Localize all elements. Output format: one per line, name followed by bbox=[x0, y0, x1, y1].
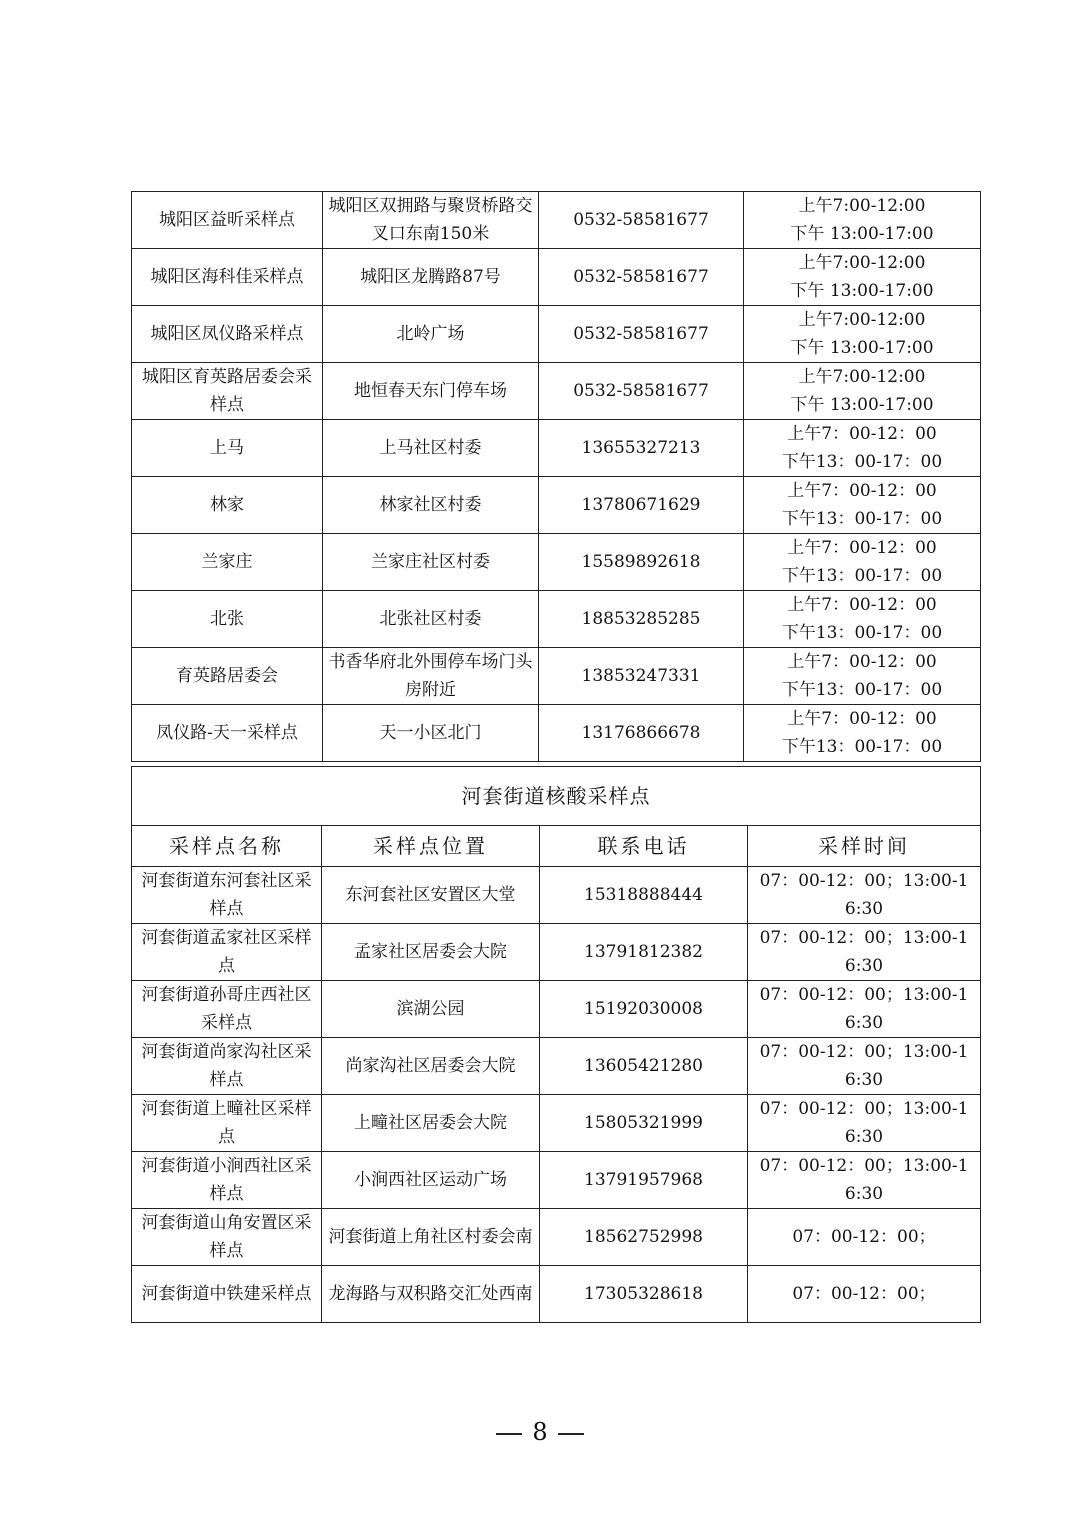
site-time bbox=[744, 591, 981, 648]
time-afternoon: 下午13：00-17：00 bbox=[781, 680, 943, 700]
time-morning: 上午7:00-12:00 bbox=[798, 310, 926, 330]
table-row bbox=[132, 1209, 981, 1266]
site-name: 河套街道上疃社区采样点 bbox=[132, 1095, 322, 1152]
site-phone: 13791957968 bbox=[540, 1152, 748, 1209]
site-time: 07：00-12：00；13:00-16:30 bbox=[748, 1038, 981, 1095]
table-row bbox=[132, 249, 981, 306]
table-row bbox=[132, 363, 981, 420]
site-phone: 13791812382 bbox=[540, 924, 748, 981]
site-phone: 15589892618 bbox=[539, 534, 744, 591]
hetao-table-body bbox=[132, 767, 981, 1323]
site-name: 育英路居委会 bbox=[132, 648, 323, 705]
site-phone: 15318888444 bbox=[540, 867, 748, 924]
site-name: 河套街道东河套社区采样点 bbox=[132, 867, 322, 924]
site-name: 城阳区益昕采样点 bbox=[132, 192, 323, 249]
site-time bbox=[744, 363, 981, 420]
site-phone: 13853247331 bbox=[539, 648, 744, 705]
footer-dash-left bbox=[496, 1433, 522, 1435]
table-row bbox=[132, 192, 981, 249]
time-morning: 上午7：00-12：00 bbox=[787, 709, 937, 729]
site-location: 天一小区北门 bbox=[323, 705, 539, 762]
header-name: 采样点名称 bbox=[132, 826, 322, 867]
table-row bbox=[132, 1095, 981, 1152]
site-location: 龙海路与双积路交汇处西南 bbox=[322, 1266, 540, 1323]
site-location: 尚家沟社区居委会大院 bbox=[322, 1038, 540, 1095]
site-name: 城阳区育英路居委会采样点 bbox=[132, 363, 323, 420]
site-location: 东河套社区安置区大堂 bbox=[322, 867, 540, 924]
site-location: 滨湖公园 bbox=[322, 981, 540, 1038]
site-time bbox=[744, 192, 981, 249]
table-row bbox=[132, 1152, 981, 1209]
site-time bbox=[744, 648, 981, 705]
site-time: 07：00-12：00； bbox=[748, 1266, 981, 1323]
time-afternoon: 下午13：00-17：00 bbox=[781, 566, 943, 586]
site-location: 北张社区村委 bbox=[323, 591, 539, 648]
table-row bbox=[132, 1038, 981, 1095]
time-morning: 上午7：00-12：00 bbox=[787, 481, 937, 501]
site-name: 河套街道孙哥庄西社区采样点 bbox=[132, 981, 322, 1038]
site-name: 兰家庄 bbox=[132, 534, 323, 591]
time-morning: 上午7:00-12:00 bbox=[798, 367, 926, 387]
site-name: 河套街道尚家沟社区采样点 bbox=[132, 1038, 322, 1095]
time-morning: 上午7:00-12:00 bbox=[798, 253, 926, 273]
site-location: 林家社区村委 bbox=[323, 477, 539, 534]
site-location: 北岭广场 bbox=[323, 306, 539, 363]
site-time: 07：00-12：00；13:00-16:30 bbox=[748, 1095, 981, 1152]
site-location: 兰家庄社区村委 bbox=[323, 534, 539, 591]
site-location: 书香华府北外围停车场门头房附近 bbox=[323, 648, 539, 705]
site-time: 07：00-12：00；13:00-16:30 bbox=[748, 981, 981, 1038]
table-row bbox=[132, 705, 981, 762]
site-phone: 13655327213 bbox=[539, 420, 744, 477]
time-afternoon: 下午 13:00-17:00 bbox=[790, 338, 934, 358]
site-location: 城阳区龙腾路87号 bbox=[323, 249, 539, 306]
header-location: 采样点位置 bbox=[322, 826, 540, 867]
site-phone: 13176866678 bbox=[539, 705, 744, 762]
site-time bbox=[744, 477, 981, 534]
time-afternoon: 下午13：00-17：00 bbox=[781, 509, 943, 529]
table-row bbox=[132, 867, 981, 924]
table-row bbox=[132, 534, 981, 591]
hetao-sampling-sites-table bbox=[131, 766, 981, 1323]
table-row bbox=[132, 648, 981, 705]
site-phone: 13605421280 bbox=[540, 1038, 748, 1095]
table-row bbox=[132, 591, 981, 648]
site-phone: 0532-58581677 bbox=[539, 306, 744, 363]
site-phone: 18562752998 bbox=[540, 1209, 748, 1266]
header-phone: 联系电话 bbox=[540, 826, 748, 867]
table-row bbox=[132, 420, 981, 477]
time-morning: 上午7：00-12：00 bbox=[787, 595, 937, 615]
table-row bbox=[132, 981, 981, 1038]
site-time: 07：00-12：00；13:00-16:30 bbox=[748, 924, 981, 981]
site-name: 林家 bbox=[132, 477, 323, 534]
table-row bbox=[132, 1266, 981, 1323]
site-location: 小涧西社区运动广场 bbox=[322, 1152, 540, 1209]
table-row bbox=[132, 477, 981, 534]
site-name: 城阳区海科佳采样点 bbox=[132, 249, 323, 306]
time-afternoon: 下午13：00-17：00 bbox=[781, 623, 943, 643]
site-phone: 0532-58581677 bbox=[539, 363, 744, 420]
site-phone: 0532-58581677 bbox=[539, 249, 744, 306]
site-location: 上疃社区居委会大院 bbox=[322, 1095, 540, 1152]
site-name: 河套街道孟家社区采样点 bbox=[132, 924, 322, 981]
site-location: 城阳区双拥路与聚贤桥路交叉口东南150米 bbox=[323, 192, 539, 249]
site-time bbox=[744, 534, 981, 591]
site-phone: 15805321999 bbox=[540, 1095, 748, 1152]
site-phone: 18853285285 bbox=[539, 591, 744, 648]
site-phone: 0532-58581677 bbox=[539, 192, 744, 249]
header-row bbox=[132, 826, 981, 867]
time-morning: 上午7：00-12：00 bbox=[787, 424, 937, 444]
site-phone: 17305328618 bbox=[540, 1266, 748, 1323]
site-time bbox=[744, 705, 981, 762]
time-afternoon: 下午13：00-17：00 bbox=[781, 737, 943, 757]
time-morning: 上午7：00-12：00 bbox=[787, 652, 937, 672]
site-time bbox=[744, 249, 981, 306]
time-afternoon: 下午 13:00-17:00 bbox=[790, 395, 934, 415]
site-phone: 13780671629 bbox=[539, 477, 744, 534]
time-afternoon: 下午13：00-17：00 bbox=[781, 452, 943, 472]
site-time: 07：00-12：00；13:00-16:30 bbox=[748, 867, 981, 924]
site-name: 城阳区凤仪路采样点 bbox=[132, 306, 323, 363]
site-time: 07：00-12：00；13:00-16:30 bbox=[748, 1152, 981, 1209]
table-row bbox=[132, 306, 981, 363]
site-name: 河套街道小涧西社区采样点 bbox=[132, 1152, 322, 1209]
site-location: 地恒春天东门停车场 bbox=[323, 363, 539, 420]
site-location: 河套街道上角社区村委会南 bbox=[322, 1209, 540, 1266]
site-time bbox=[744, 306, 981, 363]
time-morning: 上午7：00-12：00 bbox=[787, 538, 937, 558]
site-name: 河套街道山角安置区采样点 bbox=[132, 1209, 322, 1266]
footer-dash-right bbox=[558, 1433, 584, 1435]
page-footer bbox=[0, 1418, 1080, 1446]
site-phone: 15192030008 bbox=[540, 981, 748, 1038]
site-name: 北张 bbox=[132, 591, 323, 648]
section-title: 河套街道核酸采样点 bbox=[132, 767, 981, 826]
site-location: 上马社区村委 bbox=[323, 420, 539, 477]
time-afternoon: 下午 13:00-17:00 bbox=[790, 281, 934, 301]
site-name: 上马 bbox=[132, 420, 323, 477]
table-row bbox=[132, 924, 981, 981]
site-name: 凤仪路-天一采样点 bbox=[132, 705, 323, 762]
site-time: 07：00-12：00； bbox=[748, 1209, 981, 1266]
header-time: 采样时间 bbox=[748, 826, 981, 867]
upper-table-body bbox=[132, 192, 981, 762]
site-location: 孟家社区居委会大院 bbox=[322, 924, 540, 981]
section-title-row bbox=[132, 767, 981, 826]
site-time bbox=[744, 420, 981, 477]
page-number: 8 bbox=[532, 1418, 548, 1446]
site-name: 河套街道中铁建采样点 bbox=[132, 1266, 322, 1323]
time-afternoon: 下午 13:00-17:00 bbox=[790, 224, 934, 244]
time-morning: 上午7:00-12:00 bbox=[798, 196, 926, 216]
sampling-sites-table-upper bbox=[131, 191, 981, 762]
